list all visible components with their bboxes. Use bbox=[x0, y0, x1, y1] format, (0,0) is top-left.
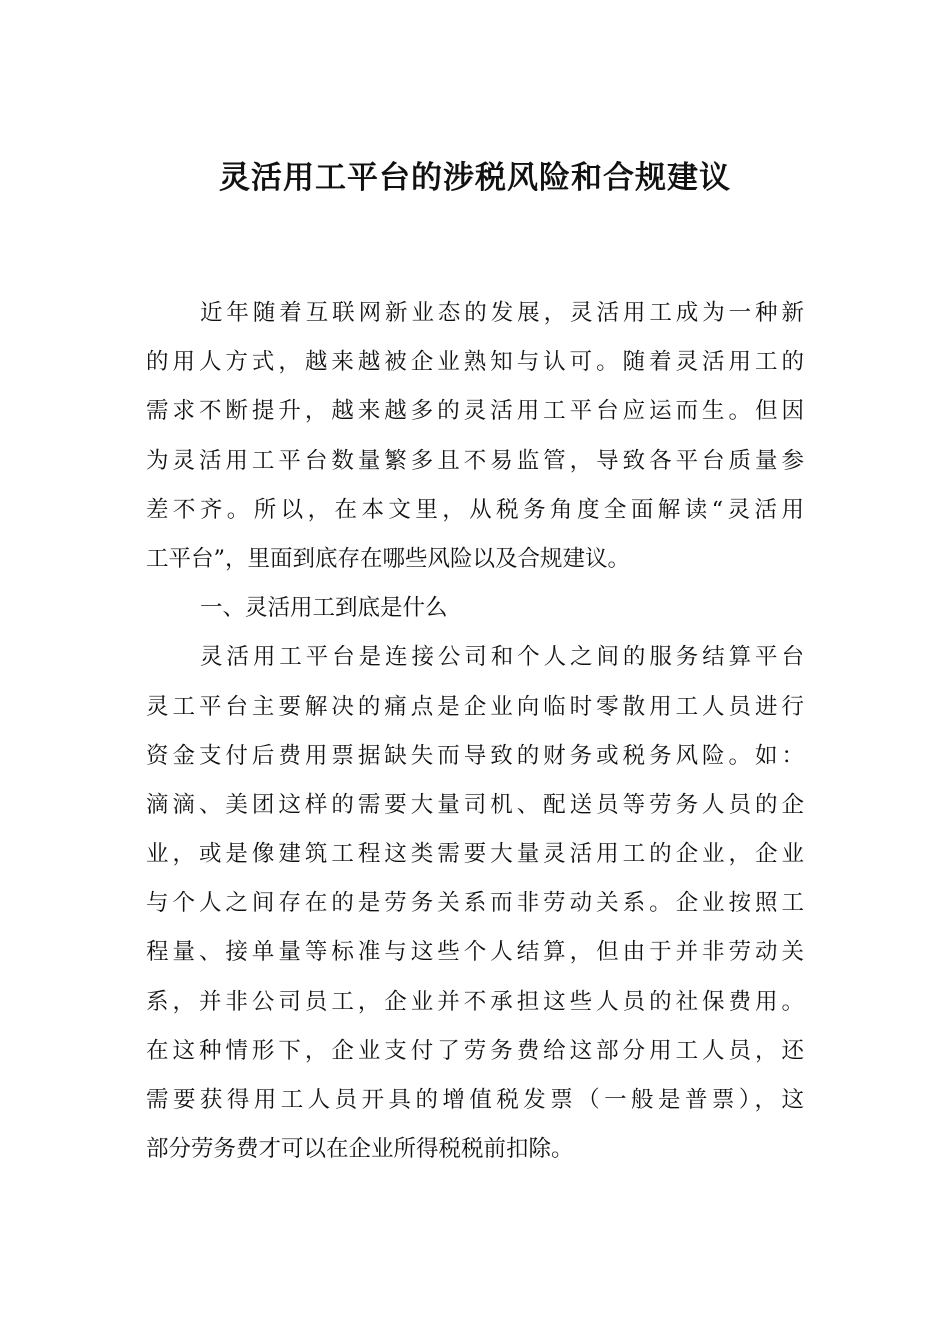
paragraph-intro-line-1: 近年随着互联网新业态的发展，灵活用工成为一种新 bbox=[200, 300, 804, 326]
paragraph-intro-line-6: 工平台”，里面到底存在哪些风险以及合规建议。 bbox=[146, 545, 631, 572]
paragraph-intro-line-4: 为灵活用工平台数量繁多且不易监管，导致各平台质量参 bbox=[146, 447, 804, 474]
paragraph-definition-line-6: 与个人之间存在的是劳务关系而非劳动关系。企业按照工 bbox=[146, 890, 804, 917]
paragraph-definition-line-10: 需要获得用工人员开具的增值税发票（一般是普票），这 bbox=[146, 1087, 804, 1113]
paragraph-definition-line-3: 资金支付后费用票据缺失而导致的财务或税务风险。如： bbox=[146, 742, 804, 769]
paragraph-intro-line-3: 需求不断提升，越来越多的灵活用工平台应运而生。但因 bbox=[146, 398, 804, 425]
paragraph-definition-line-2: 灵工平台主要解决的痛点是企业向临时零散用工人员进行 bbox=[146, 693, 804, 720]
paragraph-definition-line-4: 滴滴、美团这样的需要大量司机、配送员等劳务人员的企 bbox=[146, 791, 804, 818]
paragraph-intro-line-2: 的用人方式，越来越被企业熟知与认可。随着灵活用工的 bbox=[146, 349, 804, 376]
paragraph-definition-line-7: 程量、接单量等标准与这些个人结算，但由于并非劳动关 bbox=[146, 939, 804, 966]
document-title: 灵活用工平台的涉税风险和合规建议 bbox=[219, 160, 731, 196]
paragraph-definition-line-1: 灵活用工平台是连接公司和个人之间的服务结算平台 bbox=[200, 644, 804, 671]
paragraph-definition-line-11: 部分劳务费才可以在企业所得税税前扣除。 bbox=[146, 1136, 574, 1163]
document-body bbox=[146, 289, 804, 1174]
section-heading-1: 一、灵活用工到底是什么 bbox=[200, 595, 448, 622]
paragraph-definition-line-9: 在这种情形下，企业支付了劳务费给这部分用工人员，还 bbox=[146, 1037, 804, 1064]
paragraph-intro-line-5: 差不齐。所以，在本文里，从税务角度全面解读“灵活用 bbox=[146, 496, 804, 523]
paragraph-definition-line-5: 业，或是像建筑工程这类需要大量灵活用工的企业，企业 bbox=[146, 841, 804, 868]
paragraph-definition-line-8: 系，并非公司员工，企业并不承担这些人员的社保费用。 bbox=[146, 988, 804, 1015]
